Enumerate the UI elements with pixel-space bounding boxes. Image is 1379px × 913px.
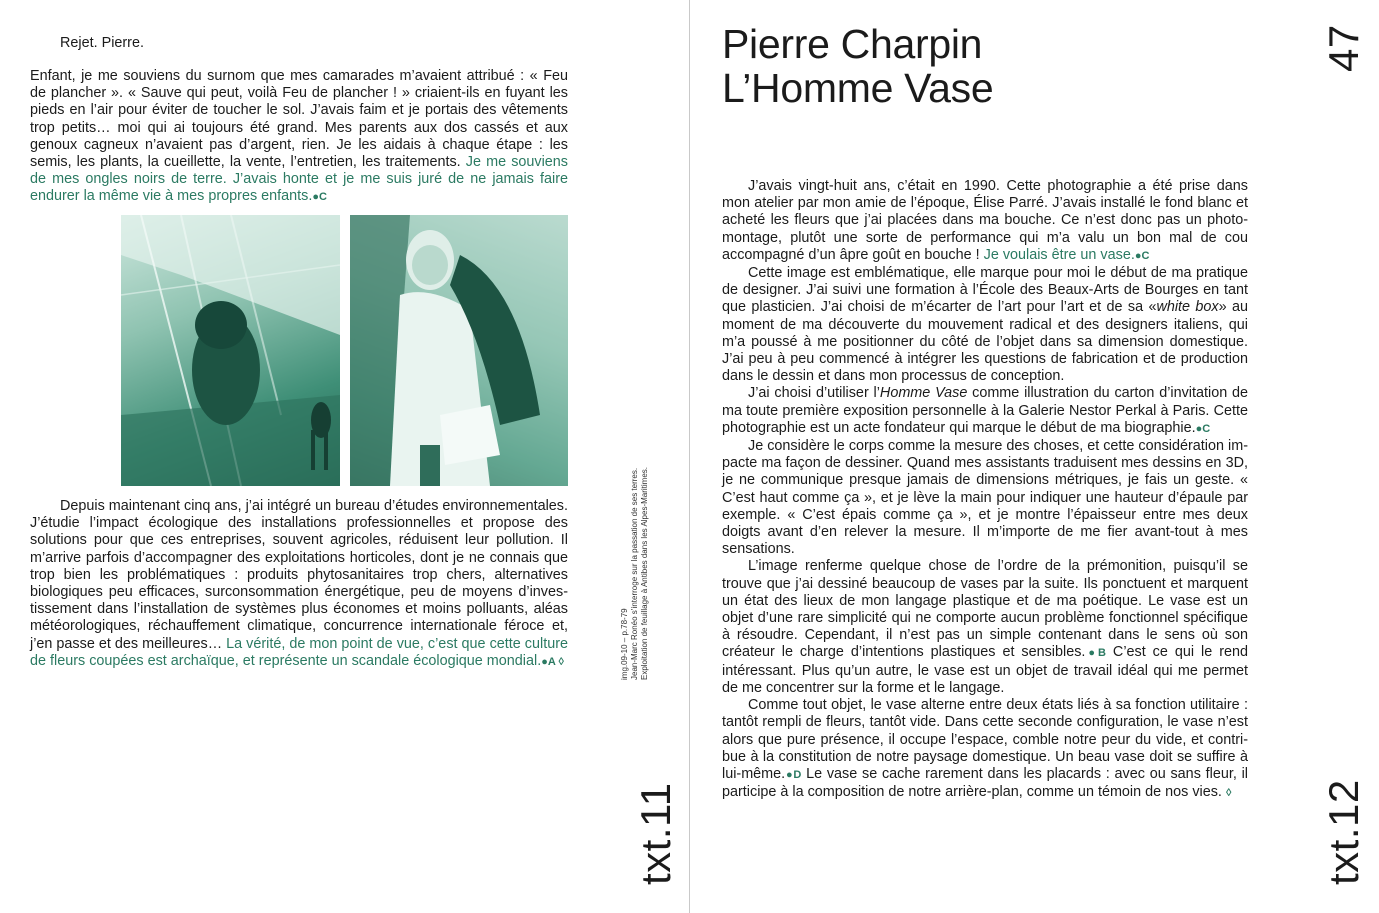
paragraph-text: Depuis maintenant cinq ans, j’ai intégré un bureau d’études environnementales. J’étudie l’impact écologique des installations professionnelles et propose des solutions pour que ces entreprises, souvent agricoles, réduisent leur pollution. Il m’arrive parfois d’accompagner des exploitations horticoles, dont je ne connais que trop bien les problématiques : produits phytosanitaires trop chers, alternatives biologiques peu efficaces, surconsommation énergétique, peu de moyens d’investissement dans l’installation de systèmes plus économes et moins polluants, aléas météorologiques, réchauffement climatique, concurrence internationale féroce et, j’en passe et des meilleures… — [30, 498, 568, 652]
paragraph-text: comme illustration du carton d’invitation de ma toute première exposition personnelle à la Galerie Nestor Perkal à Paris. Cette photographie est un acte fondateur qui marque le début de ma biographie. — [722, 385, 1248, 436]
paragraph-text: Enfant, je me souviens du surnom que mes camarades m’avaient attribué : « Feu de plancher ». « Sauve qui peut, voilà Feu de plancher ! » criaient-ils en fuyant les pieds en l’air pour éviter de toucher le sol. J’avais faim et je portais des vêtements trop petits… moi qui ai toujours été grand. Mes parents aux dos cassés et aux genoux cagneux n’avaient pas d’argent, rien. Je les aidais à chaque étape : les semis, les plants, la cueillette, la vente, l’entretien, les traitements. — [30, 68, 568, 171]
paragraph-text: Cette image est emblématique, elle marque pour moi le début de ma pratique de designer. J’ai suivi une formation à l’École des Beaux-Arts de Bourges en tant que plasticien. J’ai choisi de m’écarter de l’art pour l’art et de sa « — [722, 265, 1248, 316]
footnote-marker: ●C — [1134, 249, 1150, 262]
image-caption — [620, 400, 650, 680]
folio-label: txt.12 — [1320, 779, 1367, 885]
left-paragraph-2 — [30, 498, 568, 671]
body-paragraph — [722, 385, 1248, 438]
body-paragraph — [722, 558, 1248, 697]
paragraph-text: L’image renferme quelque chose de l’ordre de la prémonition, puisqu’il se trouve que j’ai dessiné beaucoup de vases par la suite. Ils ponctuent et marquent un état des lieux de mon langage plastique et de ma poétique. Le vase est un objet d’une rare simplicité qui ne comporte aucun problème fonctionnel spécifique à résoudre. Cependant, il n’est pas un simple contenant dans le sens où son créateur le charge d’intentions plastiques et sensibles. — [722, 558, 1248, 661]
paragraph-text: J’ai choisi d’utiliser l’ — [748, 385, 880, 402]
paragraph-text: Comme tout objet, le vase alterne entre deux états liés à sa fonction utilitaire : tantôt rempli de fleurs, tantôt vide. Dans cette seconde configuration, le vase n’est alors que pure présence, il occupe l’espace, comble notre peur du vide, et contribue à la constitution de notre paysage domestique. Un beau vase doit se suffire à lui-même. — [722, 697, 1248, 782]
left-page — [0, 0, 689, 913]
folio-label: txt.11 — [632, 782, 679, 885]
photo-portrait-illustration — [350, 215, 568, 486]
footnote-marker: ●B — [1085, 647, 1106, 660]
paragraph-text: » au moment de ma découverte du mouvement radical et des designers italiens, qui m’a poussé à me positionner du côté de l’objet dans sa dimension domestique. J’ai peu à peu commencé à intégrer les questions de fabrication et de production dans le dessin et dans mon processus de conception. — [722, 299, 1248, 385]
body-paragraph — [722, 697, 1248, 802]
highlight-quote: Je voulais être un vase. — [983, 246, 1135, 263]
page-number: 47 — [1320, 24, 1367, 72]
caption-line-ref: img.09-10 – p.78-79 — [620, 608, 629, 680]
caption-line-2: Exploitation de feuillage à Antibes dans les Alpes-Maritimes. — [640, 466, 649, 680]
caption-line-1: Jean-Marc Ronéo s’interroge sur la passation de ses terres. — [630, 467, 639, 680]
article-body — [722, 178, 1248, 802]
section-heading: Rejet. Pierre. — [60, 35, 144, 51]
highlight-quote: La vérité, de mon point de vue, c’est que cette culture de fleurs coupées est archaïque, et représente un scandale écologique mondial. — [30, 635, 568, 669]
photo-greenhouse-worker — [121, 215, 340, 486]
footnote-marker: ●D — [785, 768, 802, 781]
photo-man-with-foliage — [350, 215, 568, 486]
italic-term: white box — [1156, 299, 1219, 316]
footnote-marker: ●C — [312, 191, 327, 204]
body-paragraph — [722, 178, 1248, 265]
left-paragraph-1 — [30, 68, 568, 207]
right-page — [690, 0, 1379, 913]
photo-greenhouse-illustration — [121, 215, 340, 486]
paragraph-text: C’est ce qui le rend intéressant. Plus qu’un autre, le vase est un objet de travail idéal qui me permet de me concentrer sur la forme et le langage. — [722, 644, 1248, 696]
body-paragraph: Je considère le corps comme la mesure des choses, et cette considération impacte ma façon de dessiner. Quand mes assistants traduisent mes dessins en 3D, je ne communique presque jamais de dimensions métriques, je fais un geste. « C’est haut comme ça », et je lève la main pour indiquer une hauteur d’épaule par exemple. « C’est épais comme ça », et je montre l’épaisseur entre mes deux doigts avant d’en relever la mesure. Il m’importe de me fier avant-tout à mes sensations. — [722, 438, 1248, 558]
title-line-name: Pierre Charpin — [722, 21, 983, 67]
end-mark: ◊ — [1225, 787, 1232, 800]
paragraph-text: J’avais vingt-huit ans, c’était en 1990. Cette photographie a été prise dans mon atelier par mon amie de l’époque, Élise Parré. J’avais installé le fond blanc et acheté les fleurs que j’ai placées dans ma bouche. Ce n’est donc pas un photo-montage, plutôt une sorte de performance qui m’a valu un bon mal de cou accompagné d’un âpre goût en bouche ! — [722, 178, 1248, 263]
footnote-marker: ●A ◊ — [541, 655, 564, 668]
italic-term: Homme Vase — [879, 385, 968, 402]
highlight-quote: Je me souviens de mes ongles noirs de terre. J’avais honte et je me suis juré de ne jamais faire endurer la même vie à mes propres enfants. — [30, 154, 568, 205]
title-line-subtitle: L’Homme Vase — [722, 65, 994, 111]
body-paragraph — [722, 265, 1248, 385]
footnote-marker: ●C — [1195, 422, 1211, 435]
paragraph-text: Le vase se cache rarement dans les placards : avec ou sans fleur, il participe à la composition de notre arrière-plan, comme un témoin de nos vies. — [722, 765, 1249, 801]
article-title — [722, 22, 993, 110]
